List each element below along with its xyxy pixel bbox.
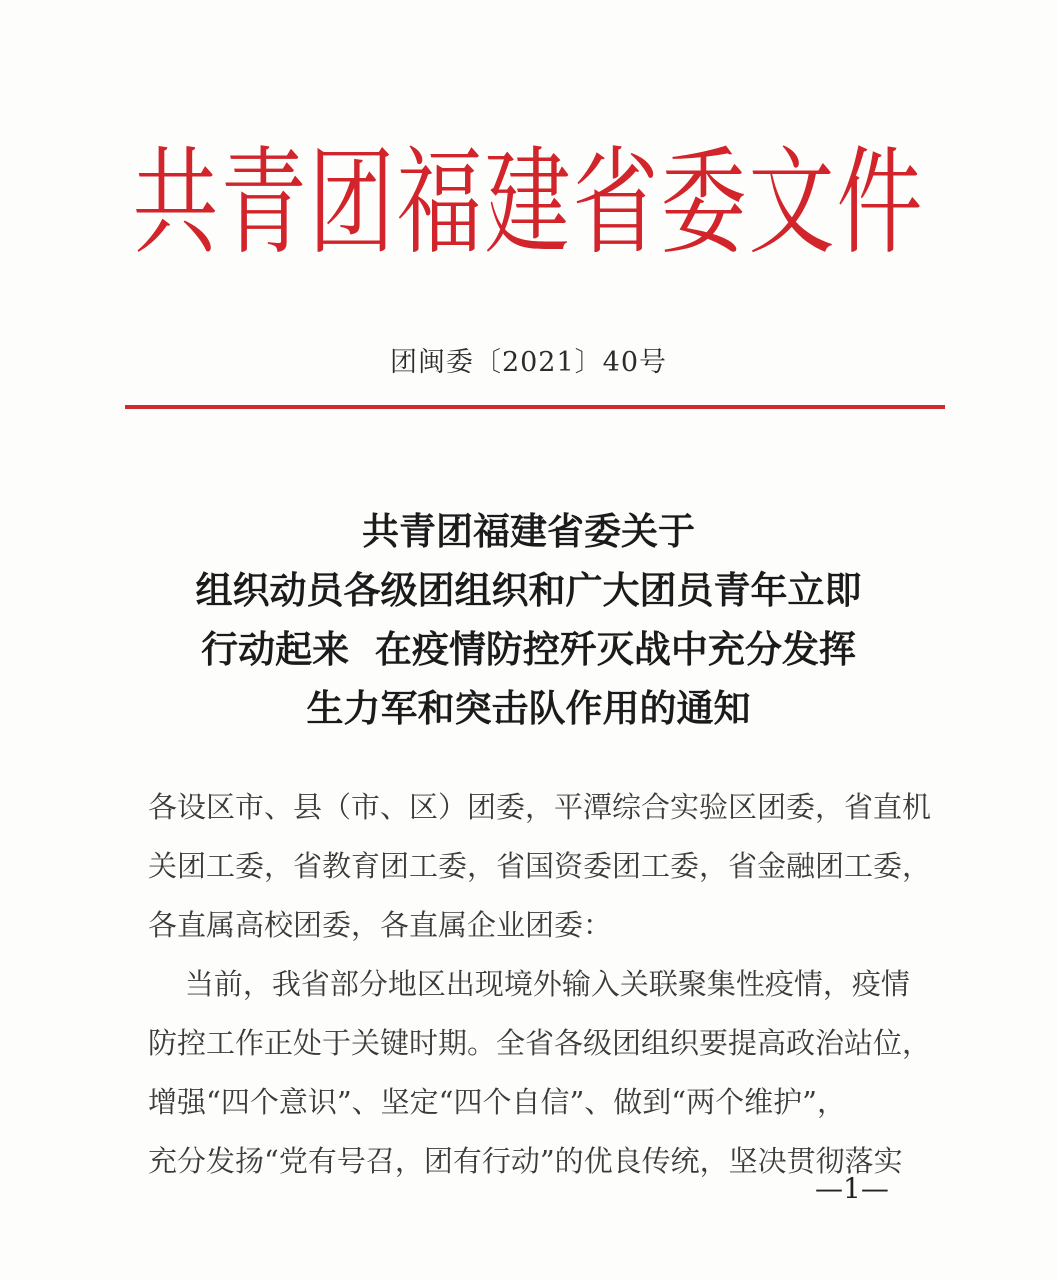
body-line: 各设区市、县（市、区）团委，平潭综合实验区团委，省直机: [148, 790, 932, 824]
red-divider-line: [125, 405, 945, 409]
notice-body: [148, 778, 932, 1191]
title-line: 共青团福建省委关于: [362, 510, 695, 553]
body-line: 充分发扬“党有号召，团有行动”的优良传统，坚决贯彻落实: [148, 1144, 903, 1178]
body-line: 各直属高校团委，各直属企业团委：: [148, 908, 613, 942]
title-line: 生力军和突击队作用的通知: [306, 687, 751, 730]
body-line: 关团工委，省教育团工委，省国资委团工委，省金融团工委，: [148, 849, 932, 883]
body-line: 增强“四个意识”、坚定“四个自信”、做到“两个维护”，: [148, 1085, 846, 1119]
document-number: 团闽委〔2021〕40号: [389, 347, 668, 378]
body-line: 当前，我省部分地区出现境外输入关联聚集性疫情，疫情: [148, 967, 910, 1001]
notice-title: [0, 502, 1057, 738]
title-line: 组织动员各级团组织和广大团员青年立即: [195, 569, 862, 612]
body-line: 防控工作正处于关键时期。全省各级团组织要提高政治站位，: [148, 1026, 932, 1060]
title-line: 行动起来 在疫情防控歼灭战中充分发挥: [201, 628, 856, 671]
document-masthead: 共青团福建省委文件: [132, 135, 925, 271]
page-number: —1—: [815, 1172, 889, 1205]
